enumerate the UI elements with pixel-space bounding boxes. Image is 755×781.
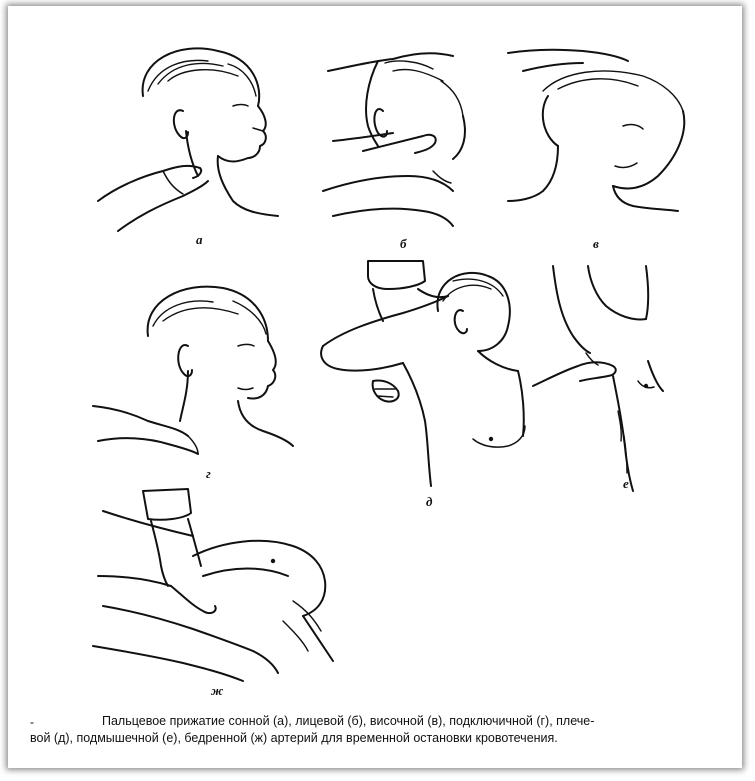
label-b: б [400, 236, 407, 251]
label-zh: ж [211, 683, 224, 698]
caption-line-1: Пальцевое прижатие сонной (а), лицевой (б), височной (в), подключичной (г), плече- [102, 714, 595, 728]
illustration-axillary [528, 261, 678, 501]
illustration-facial [323, 41, 483, 241]
panel-v-temporal [503, 41, 703, 251]
caption-line-2: вой (д), подмышечной (е), бедренной (ж) артерий для временной остановки кровотечения. [30, 731, 558, 745]
caption-dash: - [30, 715, 34, 729]
illustration-carotid [88, 36, 288, 236]
illustration-subclavian [88, 276, 298, 476]
figure-caption [30, 713, 730, 747]
label-a: а [196, 232, 203, 247]
panel-d-brachial [313, 251, 533, 509]
illustration-brachial [313, 251, 533, 501]
panel-g-subclavian [88, 276, 298, 481]
panel-b-facial [323, 41, 483, 251]
figure-frame [8, 6, 742, 768]
label-v: в [593, 236, 599, 251]
illustration-femoral [93, 481, 343, 696]
panel-e-axillary [528, 261, 678, 501]
panel-zh-femoral [93, 481, 343, 696]
panel-a-carotid [88, 36, 288, 247]
illustration-temporal [503, 41, 703, 241]
label-d: д [426, 494, 433, 509]
label-g: г [206, 466, 211, 481]
label-e: е [623, 476, 629, 491]
